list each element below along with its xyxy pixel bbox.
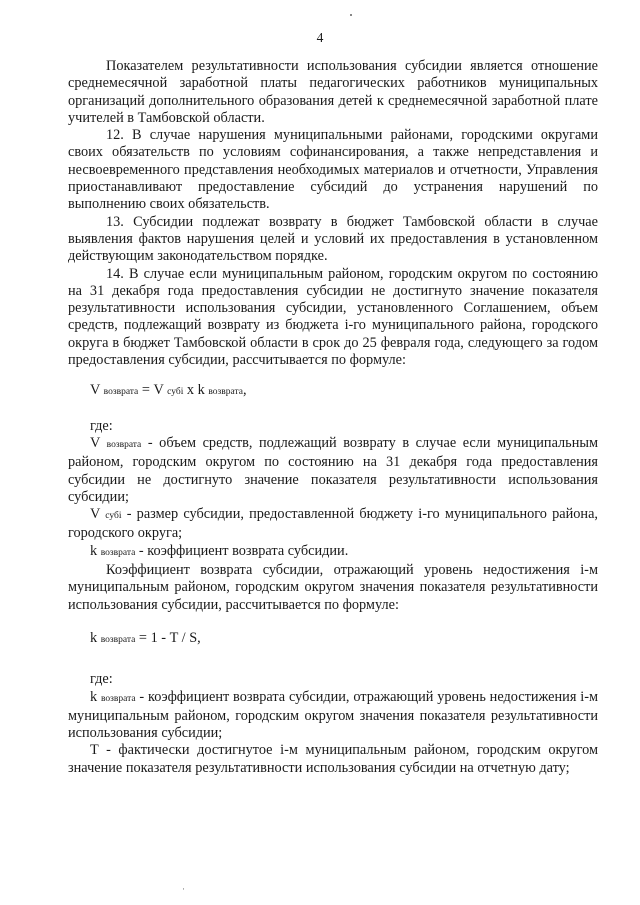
formula-end: ,	[243, 382, 247, 399]
formula-times: x k	[183, 382, 209, 399]
def-symbol: k	[90, 688, 98, 705]
def-text: - коэффициент возврата субсидии.	[135, 542, 349, 559]
def-symbol-sub: возврата	[100, 547, 136, 558]
def-symbol-sub: возврата	[106, 439, 142, 450]
formula2-k: k	[90, 629, 98, 646]
definition-v-return	[68, 435, 598, 506]
def-symbol: k	[90, 542, 98, 559]
paragraph-13: 13. Субсидии подлежат возврату в бюджет Тамбовской области в случае выявления фактов нарушения целей и условий их предоставления в установленном действующим законодательством порядке.	[68, 213, 598, 265]
def-symbol: V	[90, 506, 101, 523]
definition-k-return-2	[68, 689, 598, 743]
def-text: - размер субсидии, предоставленной бюджету i-го муниципального района, городского округа;	[68, 506, 598, 542]
formula-coefficient	[68, 630, 598, 649]
paragraph-12: 12. В случае нарушения муниципальными районами, городскими округами своих обязательств по условиям софинансирования, а также непредставления и несвоевременного представления необходимых материалов и отчетности, Управления приостанавливают предоставление субсидий до устранения нарушений по выполнению своих обязательств.	[68, 127, 598, 213]
page-number: 4	[316, 30, 324, 45]
paragraph-coefficient: Коэффициент возврата субсидии, отражающий уровень недостижения i-м муниципальным районом, городским округом значения показателя результативности использования субсидии, рассчитывается по формуле:	[68, 562, 598, 613]
def-text: - объем средств, подлежащий возврату в случае если муниципальным районом, городским округом по состоянию на 31 декабря года предоставления субсидии не достигнуто значение показателя результативности использования субсидии;	[68, 434, 599, 505]
formula2-k-sub: возврата	[100, 634, 136, 645]
def-text: - коэффициент возврата субсидии, отражающий уровень недостижения i-м муниципальным районом, городским округом значения показателя результативности использования субсидии;	[68, 688, 599, 742]
formula-v2-sub: субi	[167, 387, 184, 398]
scan-mark: ·	[182, 884, 185, 894]
paragraph-14: 14. В случае если муниципальным районом, городским округом по состоянию на 31 декабря года предоставления субсидии не достигнуто значение показателя результативности использования субсидии, установленного Соглашением, объем средств, подлежащий возврату из бюджета i-го муниципального района, городского округа в бюджет Тамбовской области в срок до 25 февраля года, следующего за годом предоставления субсидии, рассчитывается по формуле:	[68, 265, 598, 369]
paragraph-indicator: Показателем результативности использования субсидии является отношение среднемесячной заработной платы педагогических работников муниципальных организаций дополнительного образования детей к среднемесячной заработной плате учителей в Тамбовской области.	[68, 58, 598, 126]
formula-v: V	[90, 382, 101, 399]
formula-return-volume	[68, 382, 598, 401]
where-label-2: где:	[90, 671, 113, 688]
def-symbol: V	[90, 434, 101, 451]
formula-v-sub: возврата	[103, 387, 139, 398]
definition-v-subsidy	[68, 506, 598, 543]
scan-speck	[350, 14, 352, 16]
formula-k-sub: возврата	[208, 387, 243, 398]
formula2-rest: = 1 - T / S,	[135, 629, 201, 646]
formula-eq: = V	[138, 382, 168, 399]
def-symbol-sub: субi	[105, 511, 122, 522]
def-symbol-sub: возврата	[100, 693, 136, 704]
definition-k-return	[68, 543, 598, 562]
document-body	[68, 58, 598, 777]
definition-t: T - фактически достигнутое i-м муниципальным районом, городским округом значение показателя результативности использования субсидии на отчетную дату;	[68, 742, 598, 776]
where-label-1: где:	[90, 417, 113, 434]
